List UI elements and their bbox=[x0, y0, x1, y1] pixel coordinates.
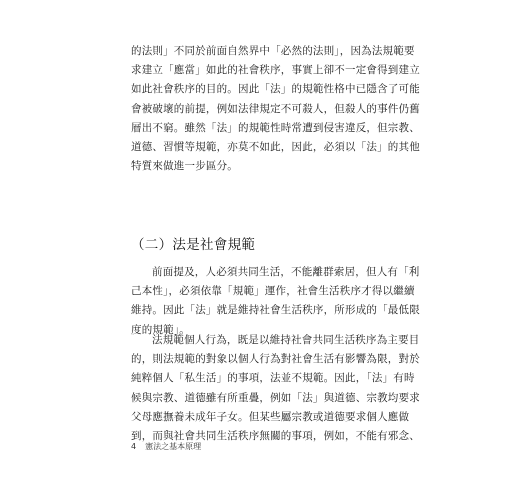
text-line: 父母應撫養未成年子女。但某些屬宗教或道德要求個人應做 bbox=[131, 410, 410, 423]
text-line: 道德、習慣等規範，亦莫不如此，因此，必須以「法」的其他 bbox=[131, 140, 420, 153]
text-line: 的法則」不同於前面自然界中「必然的法則」，因為法規範要 bbox=[131, 45, 415, 57]
text-line: 求建立「應當」如此的社會秩序，事實上卻不一定會得到建立 bbox=[131, 64, 420, 77]
page-footer bbox=[131, 441, 201, 452]
text-line: 度的規範」。 bbox=[131, 323, 190, 336]
text-line: 純粹個人「私生活」的事項，法並不規範。因此，「法」有時 bbox=[131, 372, 415, 385]
text-line: 的，則法規範的對象以個人行為對社會生活有影響為限，對於 bbox=[131, 353, 420, 366]
text-line: 維持。因此「法」就是維持社會生活秩序，所形成的「最低限 bbox=[131, 304, 420, 317]
text-line: 法規範個人行為，既是以維持社會共同生活秩序為主要目 bbox=[152, 334, 420, 346]
book-title: 憲法之基本原理 bbox=[145, 442, 202, 451]
text-line: 己本性」，必須依靠「規範」運作，社會生活秩序才得以繼續 bbox=[131, 285, 415, 298]
text-line: 會被破壞的前提，例如法律規定不可殺人，但殺人的事件仍舊 bbox=[131, 102, 420, 115]
paragraph-3 bbox=[131, 331, 420, 446]
text-line: 到，而與社會共同生活秩序無關的事項，例如，不能有邪念、 bbox=[131, 429, 420, 442]
paragraph-1 bbox=[131, 42, 420, 176]
text-line: 如此社會秩序的目的。因此「法」的規範性格中已隱含了可能 bbox=[131, 83, 420, 96]
text-line: 前面提及，人必須共同生活，不能離群索居，但人有「利 bbox=[152, 266, 420, 278]
text-line: 層出不窮。雖然「法」的規範性時常遭到侵害違反，但宗教、 bbox=[131, 121, 420, 134]
section-heading: （二）法是社會規範 bbox=[131, 237, 256, 253]
text-line: 候與宗教、道德雖有所重疊，例如「法」與道德、宗教均要求 bbox=[131, 391, 420, 404]
text-line: 特質來做進一步區分。 bbox=[131, 160, 238, 173]
page-number: 4 bbox=[131, 442, 137, 451]
